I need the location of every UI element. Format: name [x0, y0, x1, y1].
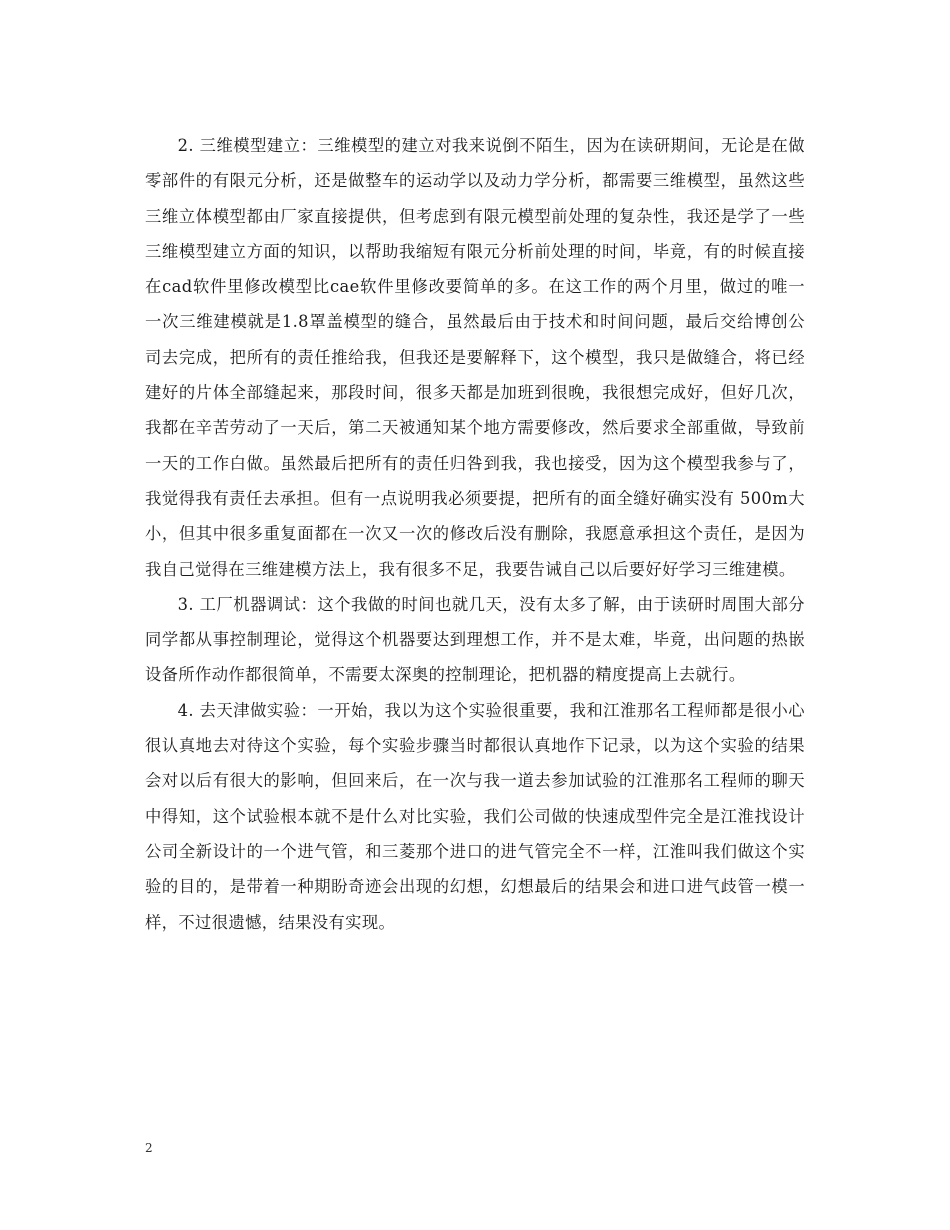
paragraph-3d-modeling: 2. 三维模型建立：三维模型的建立对我来说倒不陌生，因为在读研期间，无论是在做零部件的有限元分析，还是做整车的运动学以及动力学分析，都需要三维模型，虽然这些三维立体模型都由厂家直接提供，但考虑到有限元模型前处理的复杂性，我还是学了一些三维模型建立方面的知识，以帮助我缩短有限元分析前处理的时间，毕竟，有的时候直接在cad软件里修改模型比cae软件里修改要简单的多。在这工作的两个月里，做过的唯一一次三维建模就是1.8罩盖模型的缝合，虽然最后由于技术和时间问题，最后交给博创公司去完成，把所有的责任推给我，但我还是要解释下，这个模型，我只是做缝合，将已经建好的片体全部缝起来，那段时间，很多天都是加班到很晚，我很想完成好，但好几次，我都在辛苦劳动了一天后，第二天被通知某个地方需要修改，然后要求全部重做，导致前一天的工作白做。虽然最后把所有的责任归咎到我，我也接受，因为这个模型我参与了，我觉得我有责任去承担。但有一点说明我必须要提，把所有的面全缝好确实没有 500m大小，但其中很多重复面都在一次又一次的修改后没有删除，我愿意承担这个责任，是因为我自己觉得在三维建模方法上，我有很多不足，我要告诫自己以后要好好学习三维建模。 — [145, 136, 805, 579]
document-body — [145, 128, 805, 940]
paragraph-machine-debugging: 3. 工厂机器调试：这个我做的时间也就几天，没有太多了解，由于读研时周围大部分同学都从事控制理论，觉得这个机器要达到理想工作，并不是太难，毕竟，出问题的热嵌设备所作动作都很简单，不需要太深奥的控制理论，把机器的精度提高上去就行。 — [145, 594, 805, 685]
page-number: 2 — [145, 1141, 153, 1155]
paragraph-tianjin-experiment: 4. 去天津做实验：一开始，我以为这个实验很重要，我和江淮那名工程师都是很小心很认真地去对待这个实验，每个实验步骤当时都很认真地作下记录，以为这个实验的结果会对以后有很大的影响，但回来后，在一次与我一道去参加试验的江淮那名工程师的聊天中得知，这个试验根本就不是什么对比实验，我们公司做的快速成型件完全是江淮找设计公司全新设计的一个进气管，和三菱那个进口的进气管完全不一样，江淮叫我们做这个实验的目的，是带着一种期盼奇迹会出现的幻想，幻想最后的结果会和进口进气歧管一模一样，不过很遗憾，结果没有实现。 — [145, 700, 805, 932]
